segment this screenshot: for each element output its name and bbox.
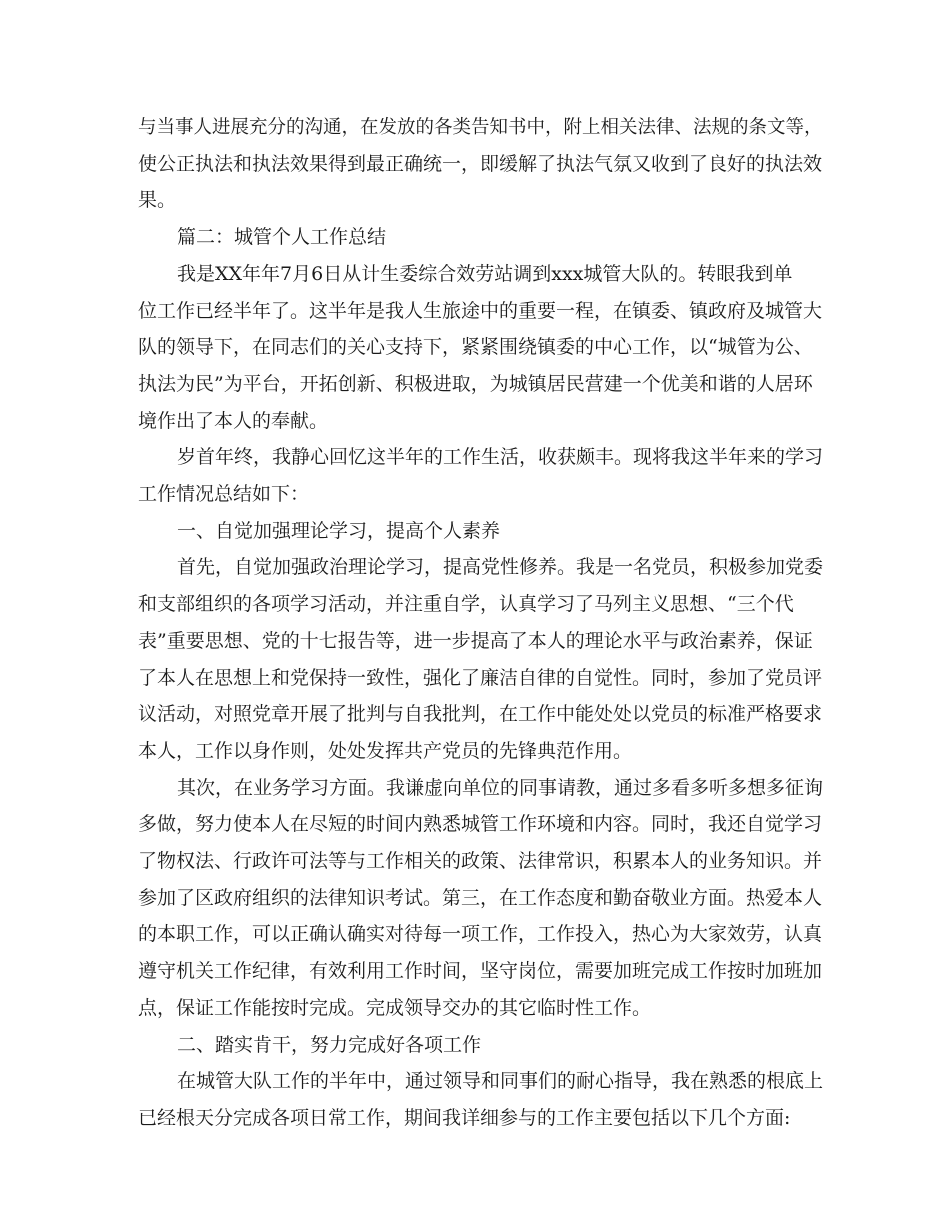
text-line: 在城管大队工作的半年中，通过领导和同事们的耐心指导，我在熟悉的根底上 (177, 1070, 824, 1093)
text-line: 了物权法、行政许可法等与工作相关的政策、法律常识，积累本人的业务知识。并 (138, 850, 823, 872)
text-line: 议活动，对照党章开展了批判与自我批判，在工作中能处处以党员的标准严格要求 (138, 703, 823, 726)
text-line: 工作情况总结如下： (138, 483, 310, 505)
text-line: 岁首年终，我静心回忆这半年的工作生活，收获颇丰。现将我这半年来的学习 (177, 446, 824, 469)
text-line: 队的领导下，在同志们的关心支持下，紧紧围绕镇委的中心工作，以“城管为公、 (138, 336, 813, 359)
text-line: 了本人在思想上和党保持一致性，强化了廉洁自律的自觉性。同时，参加了党员评 (138, 666, 823, 689)
text-line: 和支部组织的各项学习活动，并注重自学，认真学习了马列主义思想、“三个代 (138, 593, 794, 616)
text-line: 参加了区政府组织的法律知识考试。第三，在工作态度和勤奋敬业方面。热爱本人 (138, 886, 823, 909)
section-heading: 篇二：城管个人工作总结 (177, 226, 387, 249)
text-line: 的本职工作，可以正确认确实对待每一项工作，工作投入，热心为大家效劳，认真 (138, 923, 823, 946)
text-line: 其次，在业务学习方面。我谦虚向单位的同事请教，通过多看多听多想多征询 (177, 776, 824, 799)
text-line: 执法为民”为平台，开拓创新、积极进取，为城镇居民营建一个优美和谐的人居环 (138, 372, 813, 395)
text-line: 本人，工作以身作则，处处发挥共产党员的先锋典范作用。 (138, 739, 633, 762)
text-line: 多做，努力使本人在尽短的时间内熟悉城管工作环境和内容。同时，我还自觉学习 (138, 813, 823, 836)
text-line: 我是XX年年7月6日从计生委综合效劳站调到xxx城管大队的。转眼我到单 (177, 262, 793, 285)
text-line: 与当事人进展充分的沟通，在发放的各类告知书中，附上相关法律、法规的条文等， (138, 117, 823, 138)
text-line: 境作出了本人的奉献。 (138, 409, 329, 432)
text-line: 果。 (138, 189, 177, 212)
text-line: 已经根天分完成各项日常工作，期间我详细参与的工作主要包括以下几个方面: (138, 1106, 791, 1129)
text-line: 点，保证工作能按时完成。完成领导交办的其它临时性工作。 (138, 996, 652, 1019)
text-line: 遵守机关工作纪律，有效利用工作时间，坚守岗位，需要加班完成工作按时加班加 (138, 960, 823, 983)
section-heading: 一、自觉加强理论学习，提高个人素养 (177, 519, 501, 542)
text-line: 表”重要思想、党的十七报告等，进一步提高了本人的理论水平与政治素养，保证 (138, 629, 813, 652)
text-line: 位工作已经半年了。这半年是我人生旅途中的重要一程，在镇委、镇政府及城管大 (138, 299, 823, 322)
section-heading: 二、踏实肯干，努力完成好各项工作 (177, 1033, 482, 1056)
text-line: 首先，自觉加强政治理论学习，提高党性修养。我是一名党员，积极参加党委 (177, 556, 824, 579)
text-line: 使公正执法和执法效果得到最正确统一，即缓解了执法气氛又收到了良好的执法效 (138, 152, 823, 175)
